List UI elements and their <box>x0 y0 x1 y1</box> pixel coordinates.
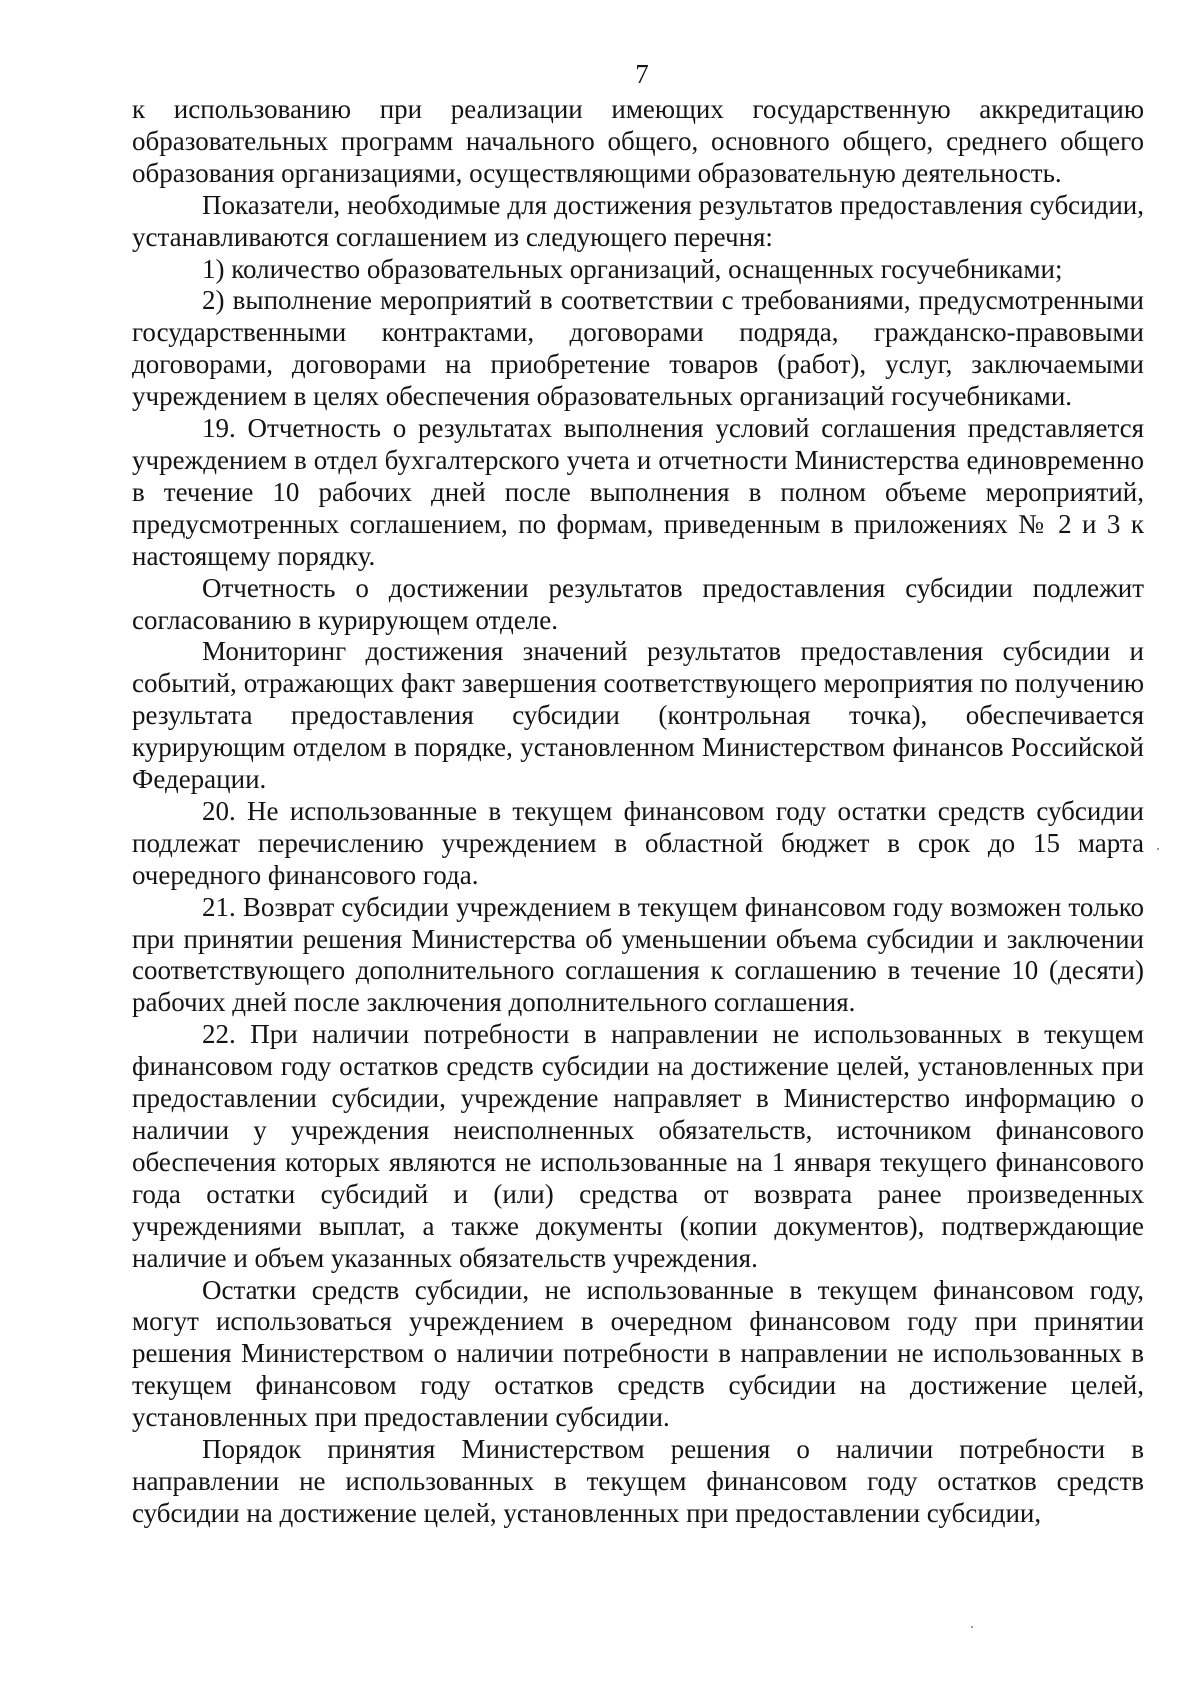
clause-21: 21. Возврат субсидии учреждением в текущем финансовом году возможен только при принятии решения Министерства об уменьшении объема субсидии и заключении соответствующего дополнительного соглашения к соглашению в течение 10 (десяти) рабочих дней после заключения дополнительного соглашения. <box>132 891 1144 1018</box>
paragraph-monitoring: Мониторинг достижения значений результатов предоставления субсидии и событий, отражающих факт завершения соответствующего мероприятия по получению результата предоставления субсидии (контрольная точка), обеспечивается курирующим отделом в порядке, установленном Министерством финансов Российской Федерации. <box>132 636 1144 795</box>
list-item-2: 2) выполнение мероприятий в соответствии с требованиями, предусмотренными государственными контрактами, договорами подряда, гражданско-правовыми договорами, договорами на приобретение товаров (работ), услуг, заключаемыми учреждением в целях обеспечения образовательных организаций госучебниками. <box>132 285 1144 412</box>
clause-19: 19. Отчетность о результатах выполнения условий соглашения представляется учреждением в отдел бухгалтерского учета и отчетности Министерства единовременно в течение 10 рабочих дней после выполнения в полном объеме мероприятий, предусмотренных соглашением, по формам, приведенным в приложениях № 2 и 3 к настоящему порядку. <box>132 413 1144 571</box>
clause-20: 20. Не использованные в текущем финансовом году остатки средств субсидии подлежат перечислению учреждением в областной бюджет в срок до 15 марта очередного финансового года. <box>132 795 1144 890</box>
paragraph-remaining-funds: Остатки средств субсидии, не использованные в текущем финансовом году, могут использоваться учреждением в очередном финансовом году при принятии решения Министерством о наличии потребности в направлении не использованных в текущем финансовом году остатков средств субсидии на достижение целей, установленных при предоставлении субсидии. <box>132 1274 1144 1433</box>
document-body <box>132 94 1144 1530</box>
clause-22: 22. При наличии потребности в направлении не использованных в текущем финансовом году остатков средств субсидии на достижение целей, установленных при предоставлении субсидии, учреждение направляет в Министерство информацию о наличии у учреждения неисполненных обязательств, источником финансового обеспечения которых являются не использованные на 1 января текущего финансового года остатки субсидий и (или) средства от возврата ранее произведенных учреждениями выплат, а также документы (копии документов), подтверждающие наличие и объем указанных обязательств учреждения. <box>132 1019 1144 1273</box>
page-number: 7 <box>635 59 649 89</box>
paragraph-reporting-approval: Отчетность о достижении результатов предоставления субсидии подлежит согласованию в курирующем отделе. <box>132 572 1144 635</box>
scan-speck <box>1157 848 1159 850</box>
paragraph-indicators-intro: Показатели, необходимые для достижения результатов предоставления субсидии, устанавливаются соглашением из следующего перечня: <box>132 189 1144 252</box>
paragraph-decision-procedure: Порядок принятия Министерством решения о наличии потребности в направлении не использованных в текущем финансовом году остатков средств субсидии на достижение целей, установленных при предоставлении субсидии, <box>132 1434 1144 1528</box>
paragraph-continuation: к использованию при реализации имеющих государственную аккредитацию образовательных программ начального общего, основного общего, среднего общего образования организациями, осуществляющими образовательную деятельность. <box>132 94 1144 188</box>
scan-speck <box>971 1626 973 1628</box>
list-item-1: 1) количество образовательных организаций, оснащенных госучебниками; <box>202 253 1063 284</box>
